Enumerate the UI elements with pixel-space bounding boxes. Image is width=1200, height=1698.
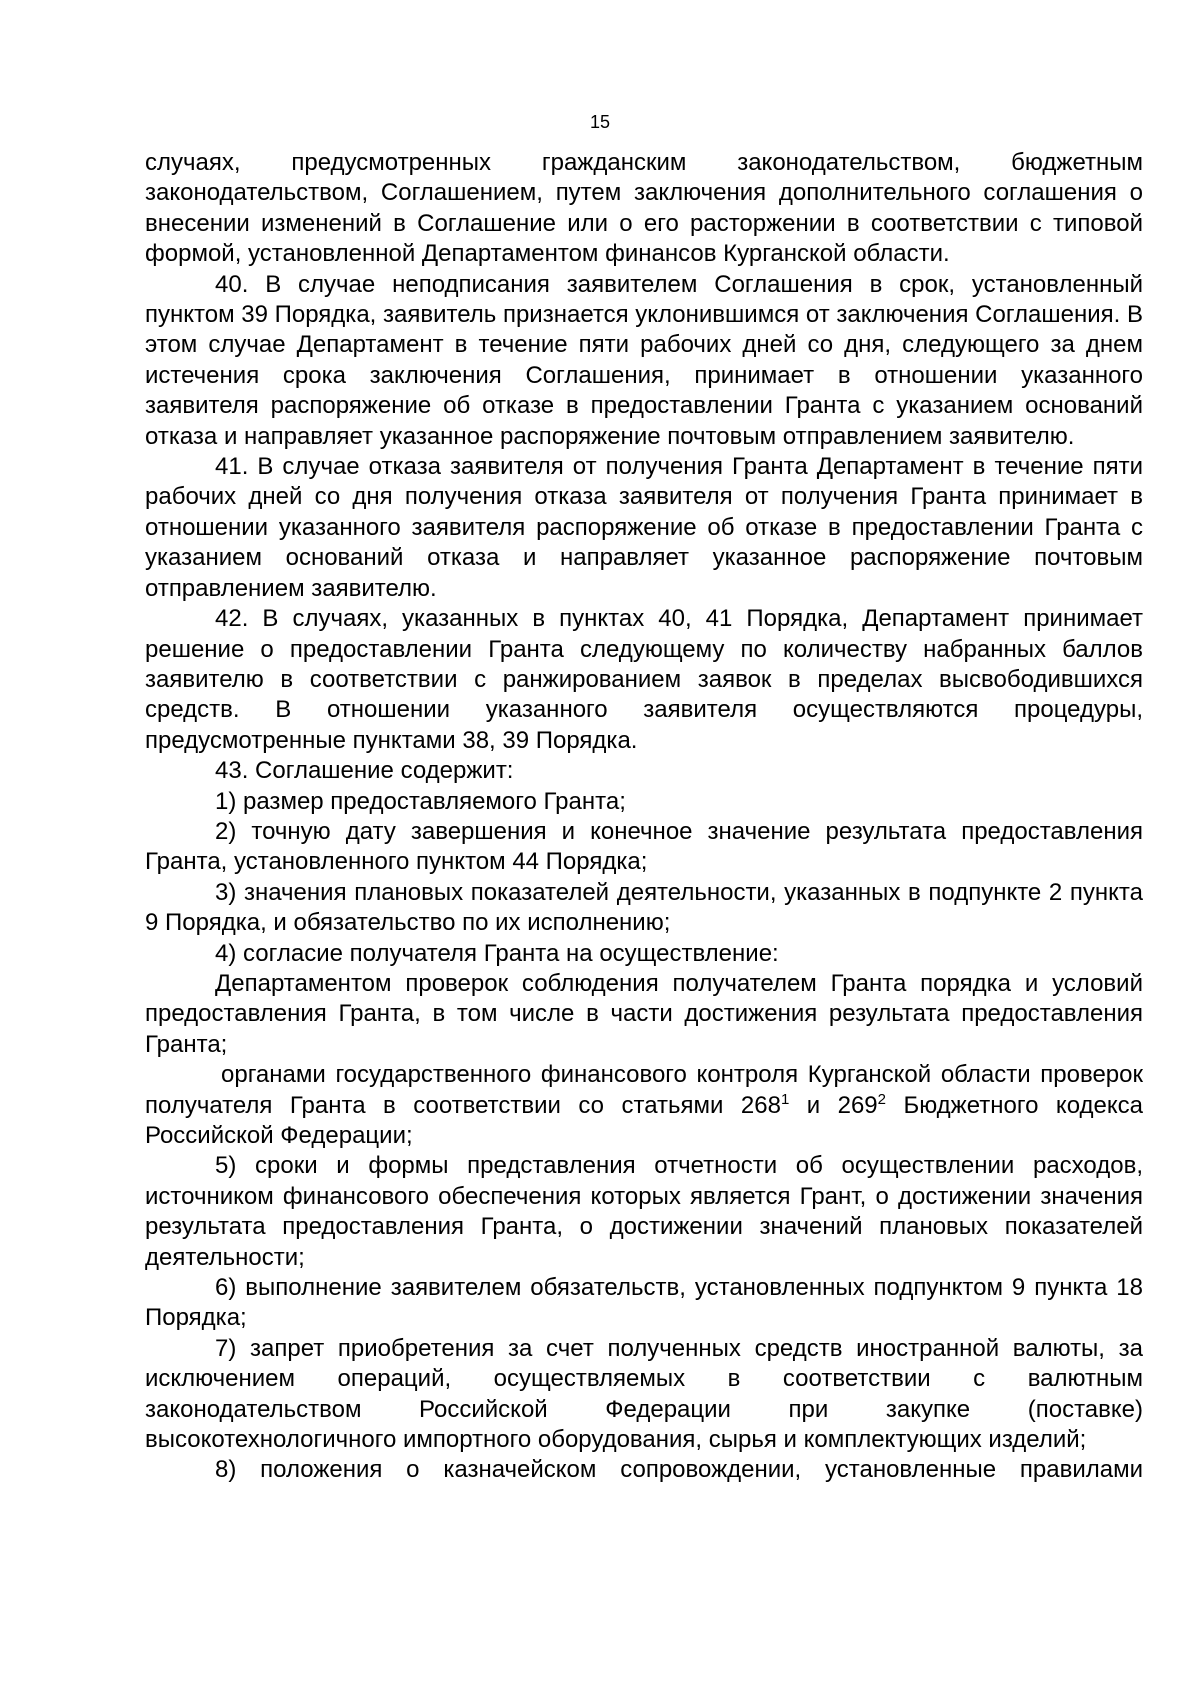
list-item-6: 6) выполнение заявителем обязательств, установленных подпунктом 9 пункта 18 Порядка;: [145, 1274, 1143, 1332]
document-body: [145, 148, 1143, 1486]
footnote-superscript-1: 1: [780, 1090, 790, 1108]
list-item-2: 2) точную дату завершения и конечное значение результата предоставления Гранта, установленного пунктом 44 Порядка;: [145, 817, 1143, 876]
paragraph-43: 43. Соглашение содержит:: [215, 757, 514, 785]
list-item-3: 3) значения плановых показателей деятельности, указанных в подпункте 2 пункта 9 Порядка, и обязательство по их исполнению;: [145, 878, 1143, 937]
list-item-4-control-bodies: [145, 1060, 1143, 1151]
control-bodies-text-2: и 269: [789, 1091, 878, 1119]
list-item-7: 7) запрет приобретения за счет полученных средств иностранной валюты, за исключением операций, осуществляемых в соответствии с валютным законодательством Российской Федерации при закупке (поставке) высокотехнологичного импортного оборудования, сырья и комплектующих изделий;: [145, 1334, 1143, 1454]
list-item-5: 5) сроки и формы представления отчетности об осуществлении расходов, источником финансового обеспечения которых является Грант, о достижении значения результата предоставления Гранта, о достижении значений плановых показателей деятельности;: [145, 1152, 1143, 1271]
paragraph-40: 40. В случае неподписания заявителем Соглашения в срок, установленный пунктом 39 Порядка, заявитель признается уклонившимся от заключения Соглашения. В этом случае Департамент в течение пяти рабочих дней со дня, следующего за днем истечения срока заключения Соглашения, принимает в отношении указанного заявителя распоряжение об отказе в предоставлении Гранта с указанием оснований отказа и направляет указанное распоряжение почтовым отправлением заявителю.: [145, 270, 1143, 450]
paragraph-42: 42. В случаях, указанных в пунктах 40, 41 Порядка, Департамент принимает решение о предоставлении Гранта следующему по количеству набранных баллов заявителю в соответствии с ранжированием заявок в пределах высвободившихся средств. В отношении указанного заявителя осуществляются процедуры, предусмотренные пунктами 38, 39 Порядка.: [145, 605, 1143, 754]
paragraph-41: 41. В случае отказа заявителя от получения Гранта Департамент в течение пяти рабочих дней со дня получения отказа заявителя от получения Гранта принимает в отношении указанного заявителя распоряжение об отказе в предоставлении Гранта с указанием оснований отказа и направляет указанное распоряжение почтовым отправлением заявителю.: [145, 453, 1143, 602]
control-bodies-text-1: органами государственного финансового контроля Курганской области проверок получателя Гранта в соответствии со статьями 268: [145, 1061, 1143, 1119]
list-item-8: 8) положения о казначейском сопровождении, установленные правилами: [215, 1456, 1143, 1484]
control-bodies-text-3: Бюджетного кодекса Российской Федерации;: [145, 1091, 1143, 1149]
list-item-4-department: Департаментом проверок соблюдения получателем Гранта порядка и условий предоставления Гранта, в том числе в части достижения результата предоставления Гранта;: [145, 969, 1143, 1058]
footnote-superscript-2: 2: [877, 1090, 886, 1108]
list-item-4: 4) согласие получателя Гранта на осуществление:: [215, 939, 779, 967]
list-item-1: 1) размер предоставляемого Гранта;: [215, 787, 626, 815]
page-number: 15: [589, 112, 611, 132]
paragraph-continuation: случаях, предусмотренных гражданским законодательством, бюджетным законодательством, Соглашением, путем заключения дополнительного соглашения о внесении изменений в Соглашение или о его расторжении в соответствии с типовой формой, установленной Департаментом финансов Курганской области.: [145, 149, 1143, 268]
